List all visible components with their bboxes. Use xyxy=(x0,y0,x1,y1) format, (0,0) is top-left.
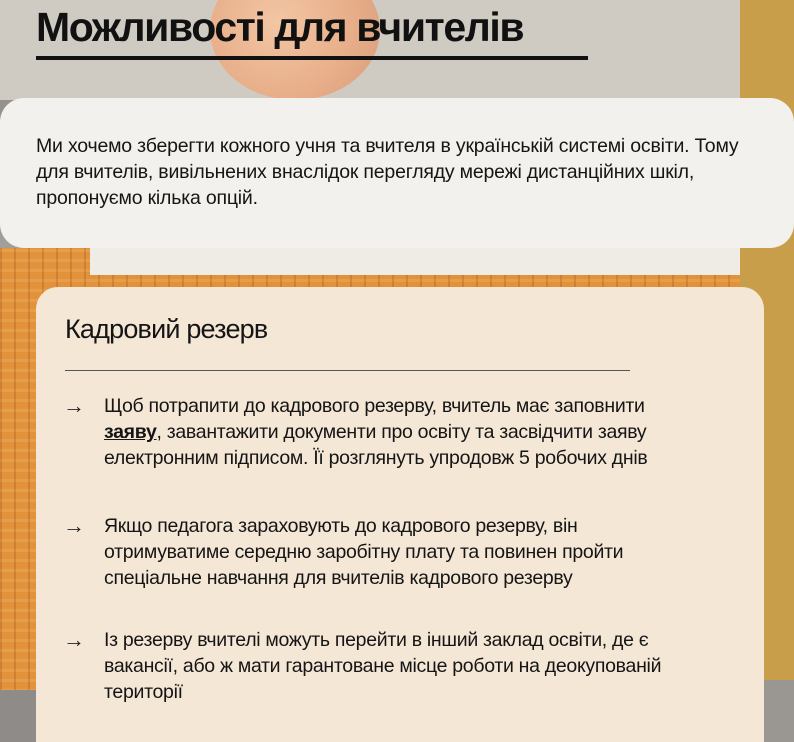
list-item-text: Із резерву вчителі можуть перейти в інший заклад освіти, де є вакансії, або ж мати гарантоване місце роботи на деокупованій території xyxy=(104,629,662,703)
application-link[interactable]: заяву xyxy=(104,421,157,443)
reserve-divider xyxy=(65,370,630,371)
list-item xyxy=(63,627,663,707)
list-item xyxy=(63,513,663,617)
arrow-right-icon: → xyxy=(63,513,85,538)
list-item-text: Якщо педагога зараховують до кадрового резерву, він отримуватиме середню заробітну плату та повинен пройти спеціальне навчання для вчителів кадрового резерву xyxy=(104,515,624,589)
arrow-right-icon: → xyxy=(63,627,85,652)
page-title-wrap xyxy=(36,0,523,54)
title-underline xyxy=(36,56,588,60)
list-item xyxy=(63,393,663,497)
reserve-title: Кадровий резерв xyxy=(65,314,268,344)
intro-text: Ми хочемо зберегти кожного учня та вчителя в українській системі освіти. Тому для вчителів, вивільнених внаслідок перегляду мережі дистанційних шкіл, пропонуємо кілька опцій. xyxy=(36,135,739,209)
list-item-text: Щоб потрапити до кадрового резерву, вчитель має заповнити заяву, завантажити документи про освіту та засвідчити заяву електронним підписом. Її розглянуть упродовж 5 робочих днів xyxy=(104,395,648,469)
arrow-right-icon: → xyxy=(63,393,85,418)
page-title: Можливості для вчителів xyxy=(36,4,524,50)
